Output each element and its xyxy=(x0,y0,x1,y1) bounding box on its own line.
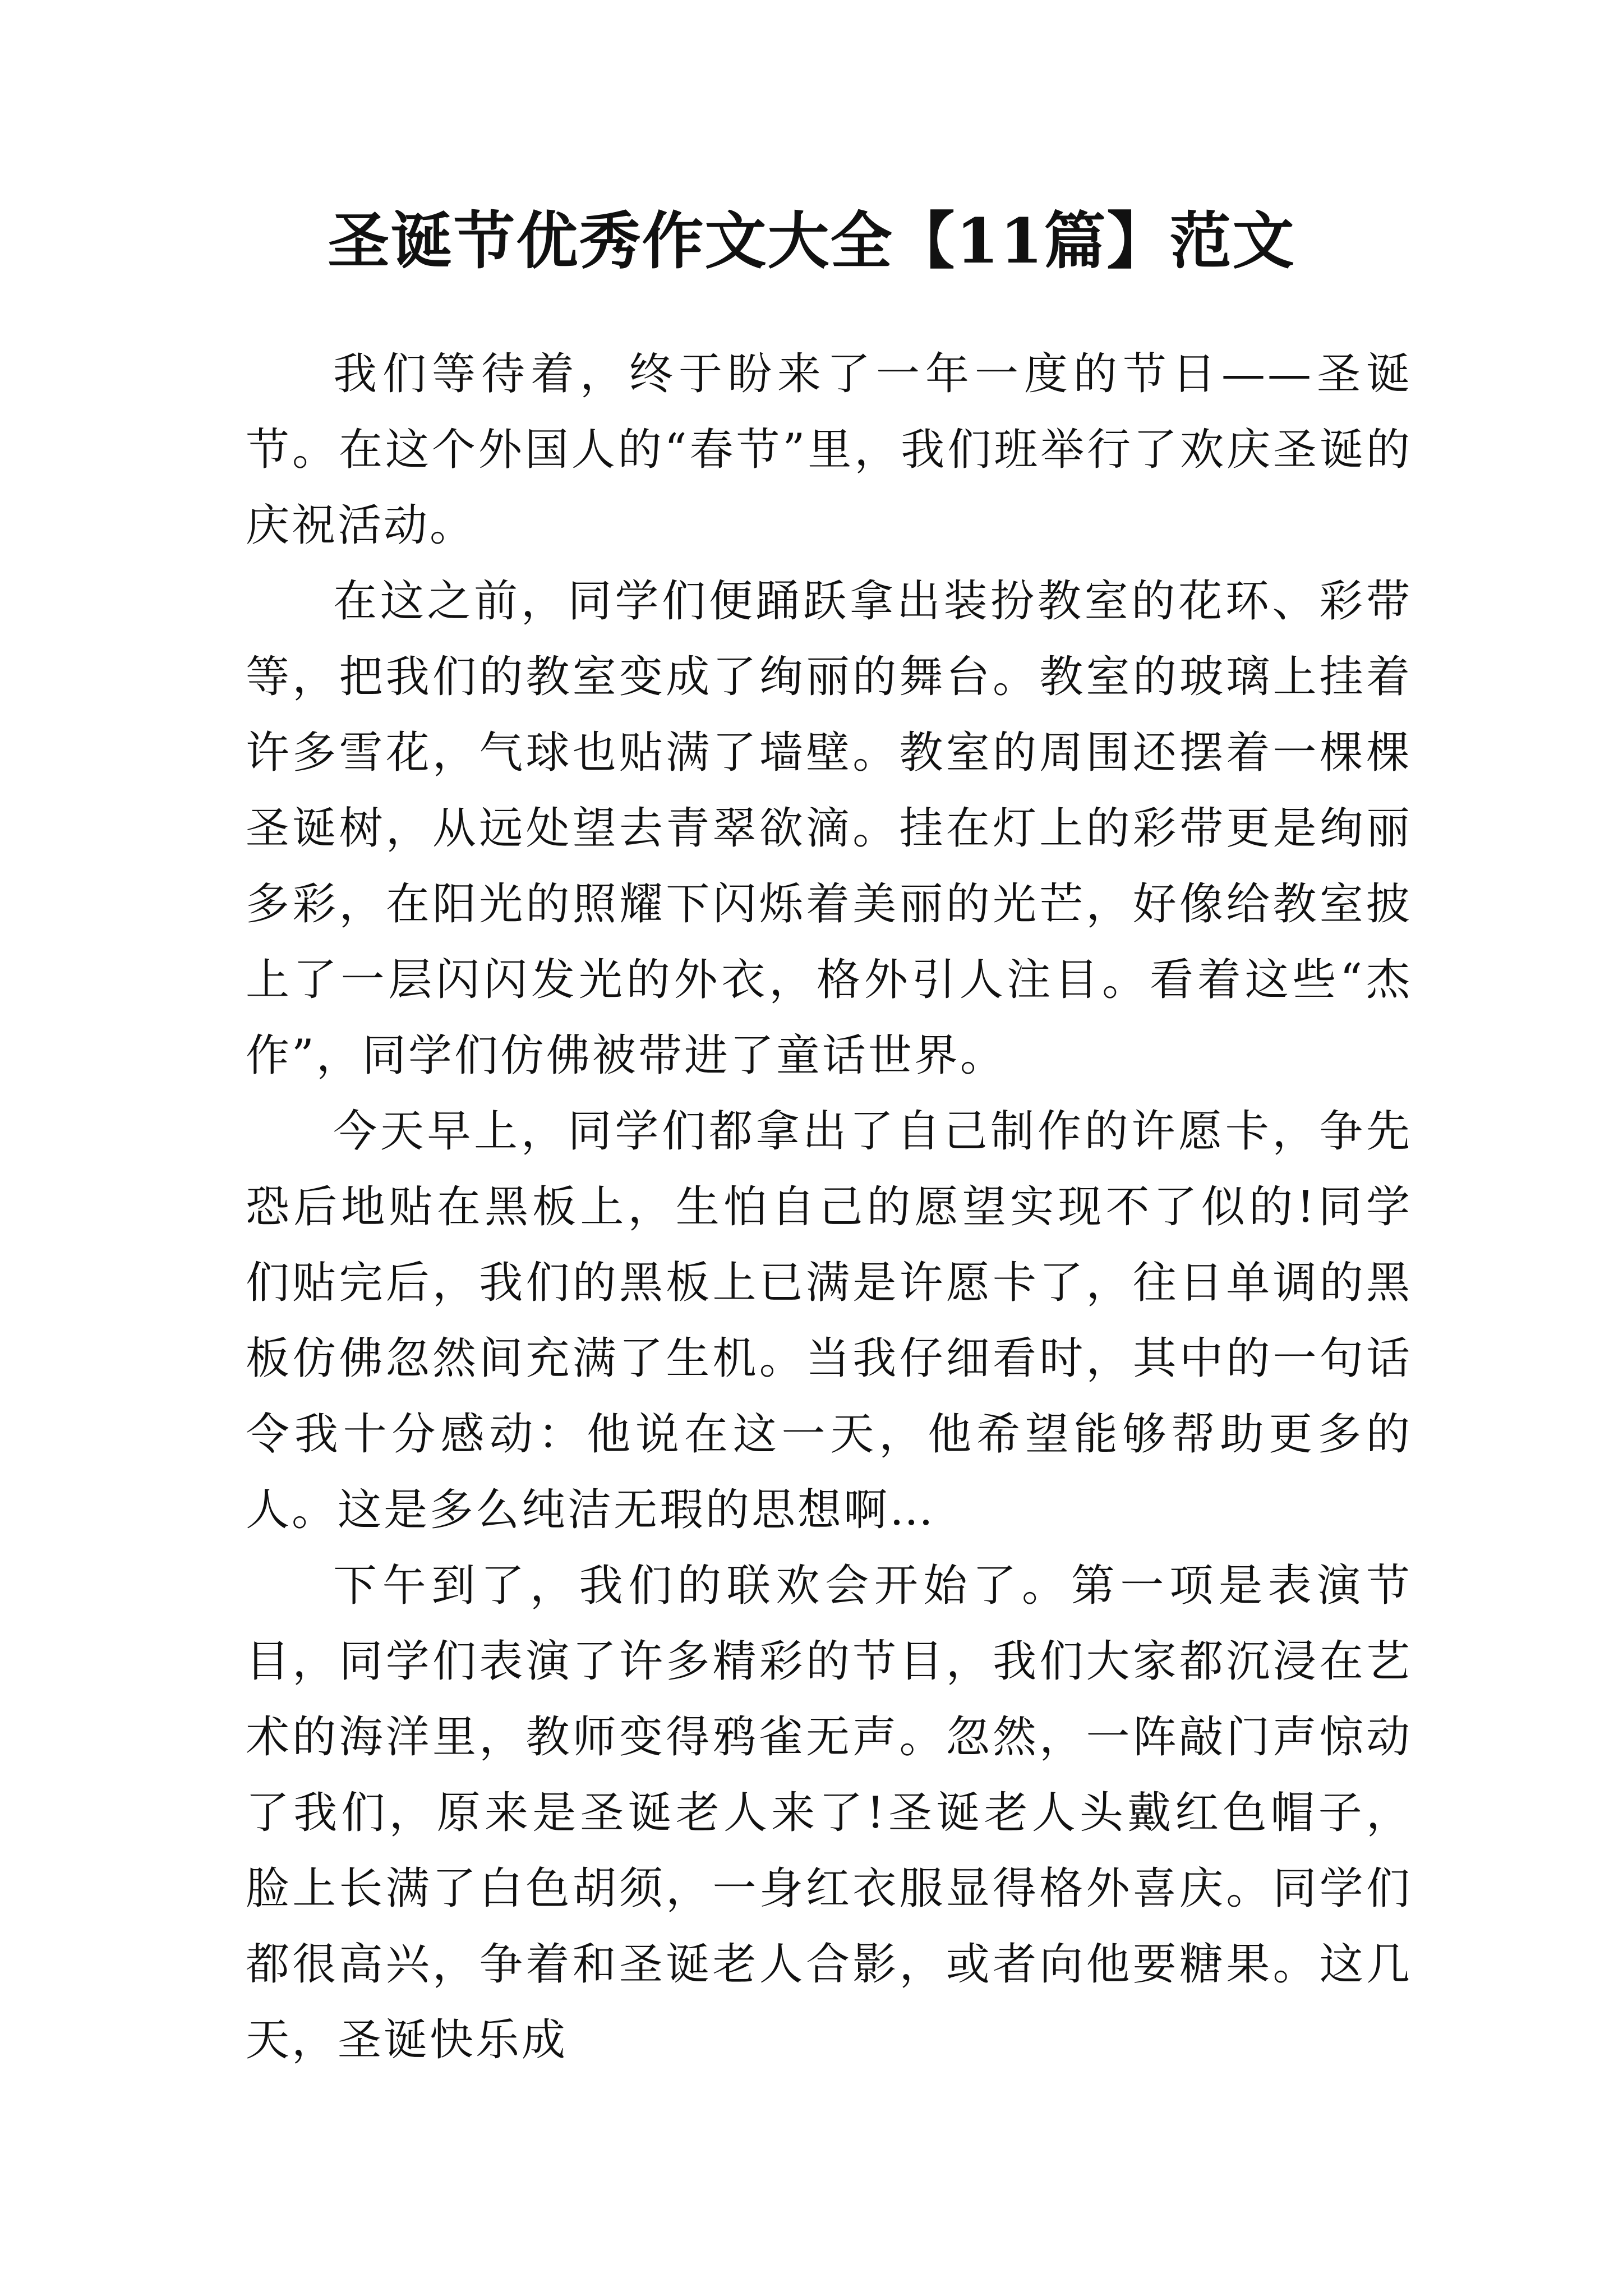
document-body xyxy=(246,337,1412,2078)
document-title: 圣诞节优秀作文大全【11篇】范文 xyxy=(328,205,1295,277)
paragraph-2: 在这之前，同学们便踊跃拿出装扮教室的花环、彩带等，把我们的教室变成了绚丽的舞台。教室的玻璃上挂着许多雪花，气球也贴满了墙壁。教室的周围还摆着一棵棵圣诞树，从远处望去青翠欲滴。挂在灯上的彩带更是绚丽多彩，在阳光的照耀下闪烁着美丽的光芒，好像给教室披上了一层闪闪发光的外衣，格外引人注目。看着这些“杰作”，同学们仿佛被带进了童话世界。 xyxy=(246,576,1412,1081)
paragraph-4: 下午到了，我们的联欢会开始了。第一项是表演节目，同学们表演了许多精彩的节目，我们大家都沉浸在艺术的海洋里，教师变得鸦雀无声。忽然，一阵敲门声惊动了我们，原来是圣诞老人来了!圣诞老人头戴红色帽子，脸上长满了白色胡须，一身红衣服显得格外喜庆。同学们都很高兴，争着和圣诞老人合影，或者向他要糖果。这几天，圣诞快乐成 xyxy=(246,1561,1412,2065)
paragraph-1: 我们等待着，终于盼来了一年一度的节日——圣诞节。在这个外国人的“春节”里，我们班举行了欢庆圣诞的庆祝活动。 xyxy=(246,349,1412,551)
paragraph-3: 今天早上，同学们都拿出了自己制作的许愿卡，争先恐后地贴在黑板上，生怕自己的愿望实现不了似的!同学们贴完后，我们的黑板上已满是许愿卡了，往日单调的黑板仿佛忽然间充满了生机。当我仔细看时，其中的一句话令我十分感动：他说在这一天，他希望能够帮助更多的人。这是多么纯洁无瑕的思想啊… xyxy=(246,1106,1412,1535)
